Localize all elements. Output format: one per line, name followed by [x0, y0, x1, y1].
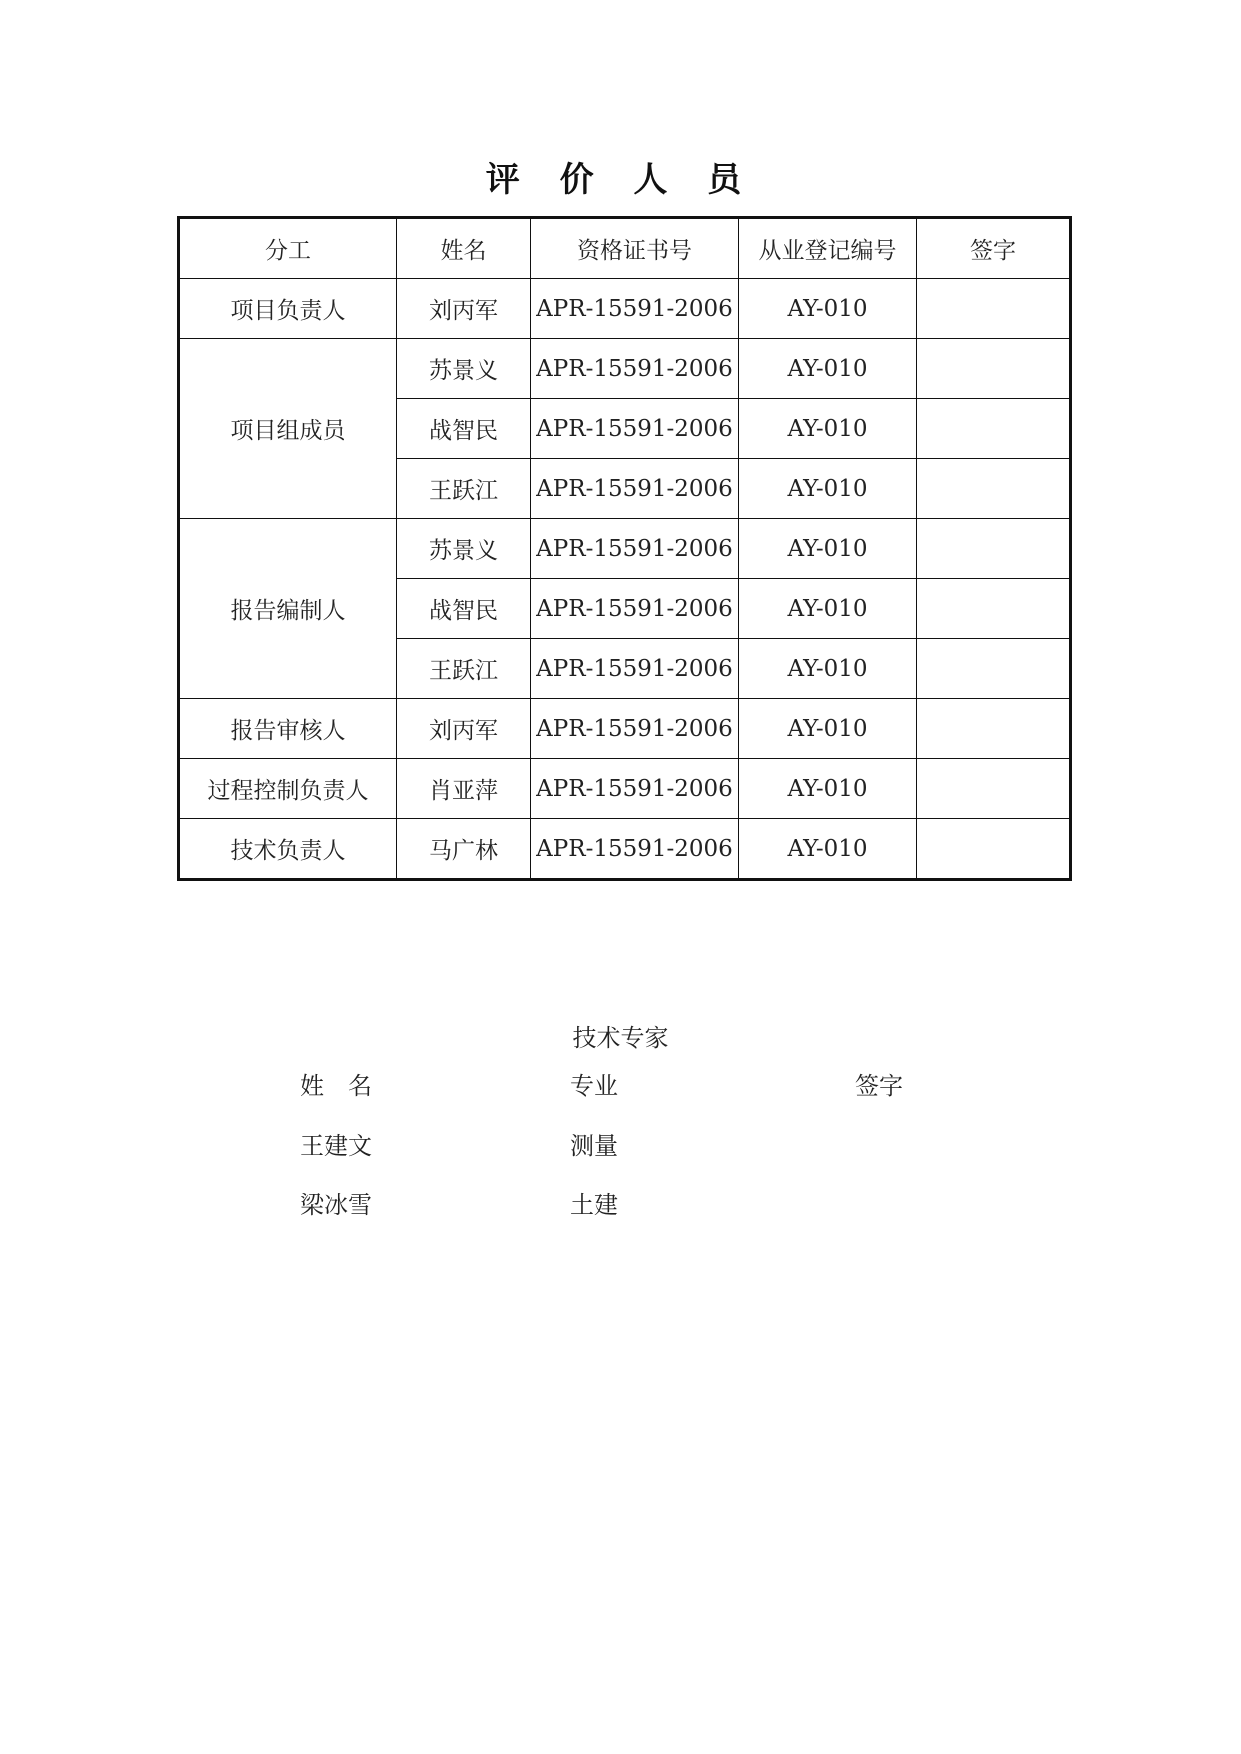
registration-cell: AY-010 [739, 519, 917, 579]
staff-table [177, 216, 1072, 881]
signature-cell [917, 339, 1071, 399]
certificate-cell: APR-15591-2006 [531, 279, 739, 339]
certificate-cell: APR-15591-2006 [531, 759, 739, 819]
role-cell: 报告编制人 [179, 519, 397, 699]
name-cell: 马广林 [397, 819, 531, 880]
experts-header-major: 专业 [570, 1072, 618, 1100]
expert-major: 测量 [570, 1132, 618, 1160]
header-registration: 从业登记编号 [739, 218, 917, 279]
header-certificate: 资格证书号 [531, 218, 739, 279]
expert-name: 王建文 [300, 1132, 372, 1160]
registration-cell: AY-010 [739, 819, 917, 880]
name-cell: 刘丙军 [397, 699, 531, 759]
registration-cell: AY-010 [739, 399, 917, 459]
name-cell: 刘丙军 [397, 279, 531, 339]
signature-cell [917, 279, 1071, 339]
signature-cell [917, 819, 1071, 880]
expert-major: 土建 [570, 1191, 618, 1219]
role-cell: 项目负责人 [179, 279, 397, 339]
table-row [179, 759, 1071, 819]
registration-cell: AY-010 [739, 579, 917, 639]
name-cell: 战智民 [397, 579, 531, 639]
signature-cell [917, 699, 1071, 759]
registration-cell: AY-010 [739, 699, 917, 759]
certificate-cell: APR-15591-2006 [531, 399, 739, 459]
signature-cell [917, 639, 1071, 699]
experts-header-signature: 签字 [855, 1072, 903, 1100]
role-cell: 过程控制负责人 [179, 759, 397, 819]
header-signature: 签字 [917, 218, 1071, 279]
experts-section-title: 技术专家 [572, 1024, 669, 1052]
table-row [179, 819, 1071, 880]
table-row [179, 519, 1071, 579]
signature-cell [917, 519, 1071, 579]
table-row [179, 699, 1071, 759]
certificate-cell: APR-15591-2006 [531, 339, 739, 399]
role-cell: 报告审核人 [179, 699, 397, 759]
name-cell: 肖亚萍 [397, 759, 531, 819]
registration-cell: AY-010 [739, 459, 917, 519]
signature-cell [917, 459, 1071, 519]
certificate-cell: APR-15591-2006 [531, 699, 739, 759]
name-cell: 苏景义 [397, 339, 531, 399]
expert-name: 梁冰雪 [300, 1191, 372, 1219]
certificate-cell: APR-15591-2006 [531, 579, 739, 639]
signature-cell [917, 399, 1071, 459]
certificate-cell: APR-15591-2006 [531, 459, 739, 519]
name-cell: 王跃江 [397, 459, 531, 519]
experts-header-name: 姓名 [300, 1072, 396, 1100]
name-cell: 战智民 [397, 399, 531, 459]
signature-cell [917, 579, 1071, 639]
table-header-row [179, 218, 1071, 279]
signature-cell [917, 759, 1071, 819]
header-name: 姓名 [397, 218, 531, 279]
registration-cell: AY-010 [739, 339, 917, 399]
name-cell: 苏景义 [397, 519, 531, 579]
registration-cell: AY-010 [739, 759, 917, 819]
certificate-cell: APR-15591-2006 [531, 819, 739, 880]
registration-cell: AY-010 [739, 279, 917, 339]
certificate-cell: APR-15591-2006 [531, 639, 739, 699]
name-cell: 王跃江 [397, 639, 531, 699]
page-title: 评 价 人 员 [485, 160, 756, 200]
role-cell: 项目组成员 [179, 339, 397, 519]
table-row [179, 279, 1071, 339]
certificate-cell: APR-15591-2006 [531, 519, 739, 579]
table-row [179, 339, 1071, 399]
registration-cell: AY-010 [739, 639, 917, 699]
header-role: 分工 [179, 218, 397, 279]
role-cell: 技术负责人 [179, 819, 397, 880]
